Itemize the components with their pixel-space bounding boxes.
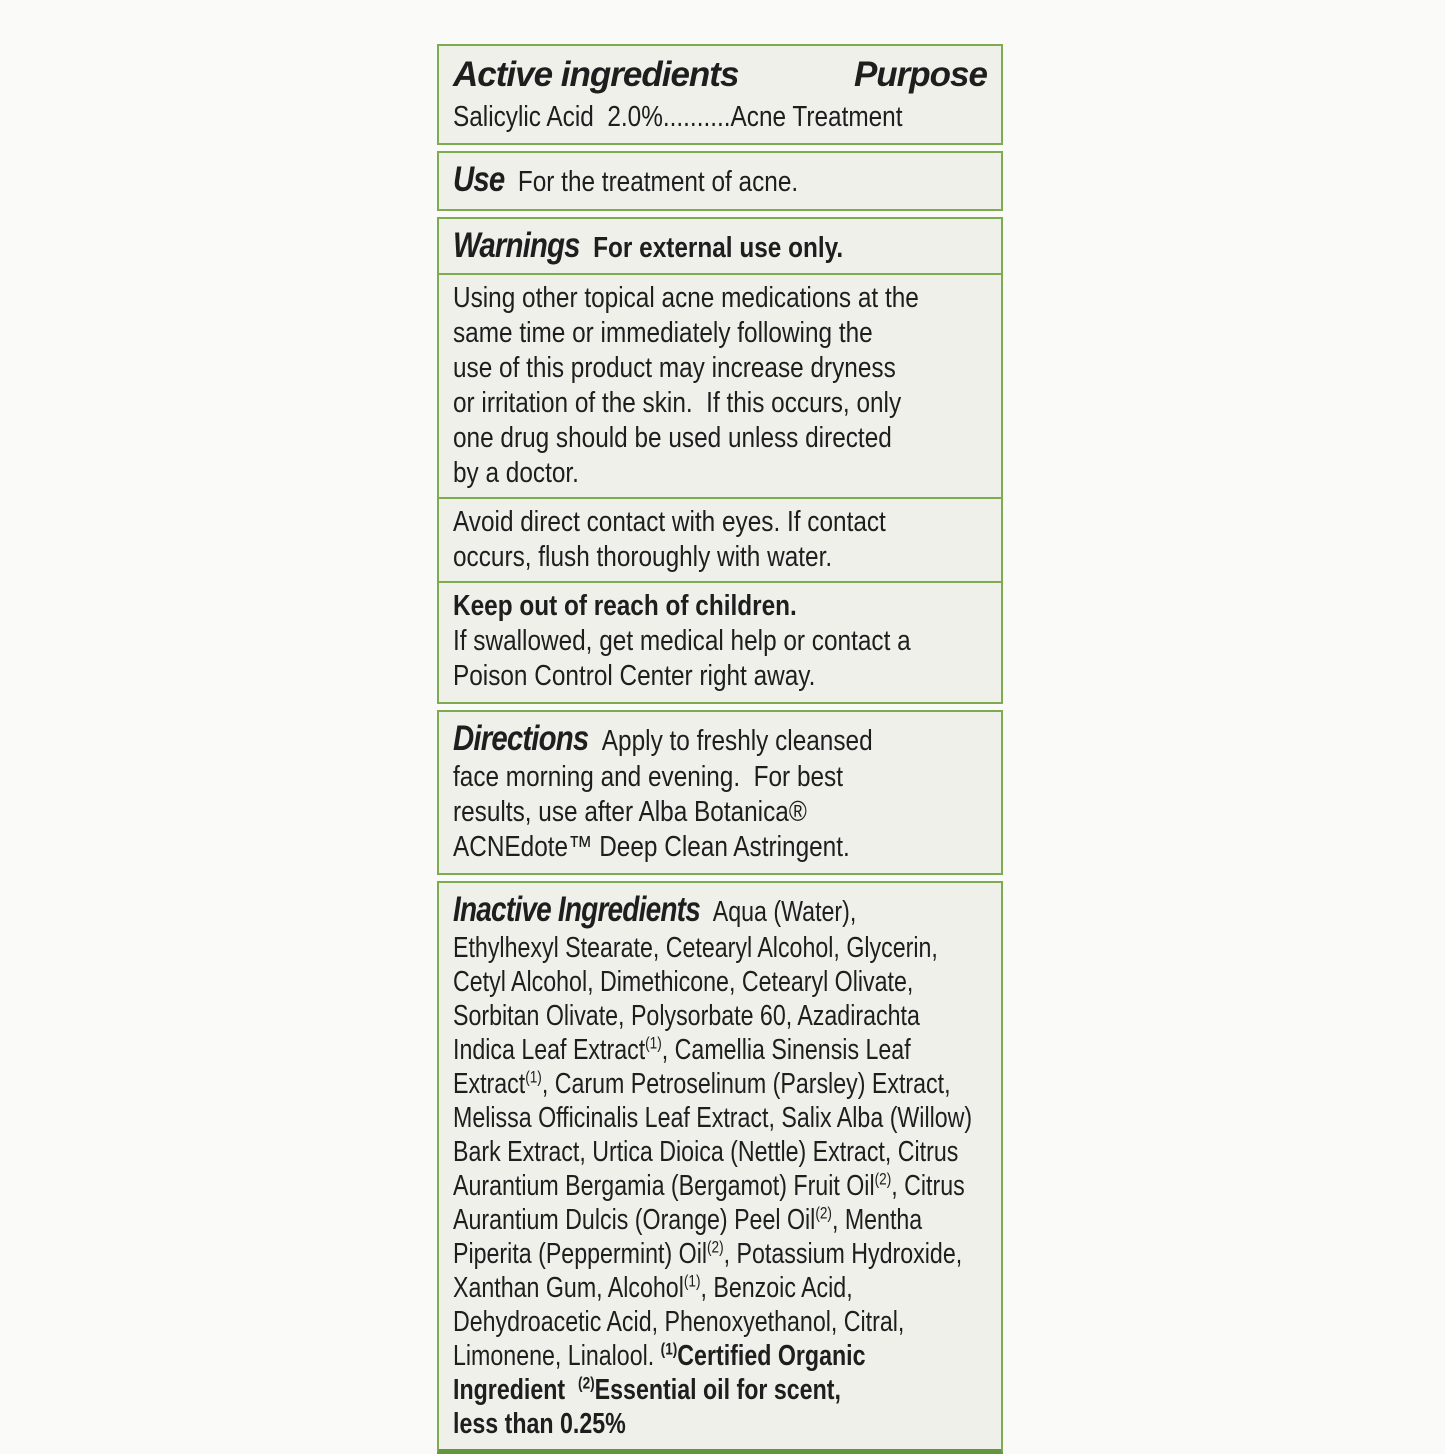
text-line: Aurantium Dulcis (Orange) Peel Oil$^{(2)}$, Mentha xyxy=(453,1203,923,1236)
text-line: Directions Apply to freshly cleansed xyxy=(453,719,873,758)
divider xyxy=(439,497,1001,499)
text-line: Salicylic Acid 2.0%..........Acne Treatment xyxy=(453,101,903,133)
text-line: use of this product may increase dryness xyxy=(453,352,896,384)
text-line: Dehydroacetic Acid, Phenoxyethanol, Citral, xyxy=(453,1306,905,1338)
text-line: Melissa Officinalis Leaf Extract, Salix Alba (Willow) xyxy=(453,1102,973,1134)
text-line: or irritation of the skin. If this occurs, only xyxy=(453,387,902,419)
text-line: Poison Control Center right away. xyxy=(453,660,816,692)
directions-text xyxy=(453,718,987,865)
text-line: Keep out of reach of children. xyxy=(453,590,797,622)
text-line: occurs, flush thoroughly with water. xyxy=(453,541,833,573)
text-line: results, use after Alba Botanica® xyxy=(453,796,807,828)
use-text xyxy=(453,159,987,201)
text-line: Ingredient $^{(2)}$Essential oil for scent, xyxy=(453,1373,841,1406)
text-line: If swallowed, get medical help or contact a xyxy=(453,625,911,657)
section-warnings xyxy=(437,217,1003,704)
warnings-paragraph-children xyxy=(453,589,987,694)
active-ingredient-row xyxy=(453,100,987,135)
text-line: Use For the treatment of acne. xyxy=(453,160,799,199)
text-line: Extract$^{(1)}$, Carum Petroselinum (Parsley) Extract, xyxy=(453,1067,951,1100)
text-line: Bark Extract, Urtica Dioica (Nettle) Extract, Citrus xyxy=(453,1136,959,1168)
text-line: face morning and evening. For best xyxy=(453,761,843,793)
warnings-paragraph-medications xyxy=(453,281,987,491)
text-line: less than 0.25% xyxy=(453,1408,626,1440)
purpose-title: Purpose xyxy=(853,55,987,94)
text-line: Warnings For external use only. xyxy=(453,226,844,265)
text-line: Piperita (Peppermint) Oil$^{(2)}$, Potassium Hydroxide, xyxy=(453,1237,963,1270)
inactive-ingredients-text xyxy=(453,889,987,1441)
section-active-ingredients xyxy=(437,44,1003,145)
text-line: Indica Leaf Extract$^{(1)}$, Camellia Sinensis Leaf xyxy=(453,1033,911,1066)
section-use xyxy=(437,151,1003,211)
text-line: Avoid direct contact with eyes. If contact xyxy=(453,506,886,538)
active-ingredients-title: Active ingredients xyxy=(453,55,739,94)
divider xyxy=(439,273,1001,275)
text-line: one drug should be used unless directed xyxy=(453,422,892,454)
warnings-paragraph-eyes xyxy=(453,505,987,575)
text-line: by a doctor. xyxy=(453,457,579,489)
text-line: Cetyl Alcohol, Dimethicone, Cetearyl Olivate, xyxy=(453,966,914,998)
text-line: Sorbitan Olivate, Polysorbate 60, Azadirachta xyxy=(453,1000,920,1032)
section-inactive-ingredients xyxy=(437,881,1003,1454)
text-line: Aurantium Bergamia (Bergamot) Fruit Oil$^{(2)}$, Citrus xyxy=(453,1169,965,1202)
active-ingredients-header-row xyxy=(453,54,987,96)
drug-facts-label xyxy=(437,44,1003,1454)
text-line: ACNEdote™ Deep Clean Astringent. xyxy=(453,831,850,863)
section-directions xyxy=(437,710,1003,875)
text-line: same time or immediately following the xyxy=(453,317,873,349)
warnings-header xyxy=(453,225,987,267)
text-line: Using other topical acne medications at the xyxy=(453,282,919,314)
divider xyxy=(439,581,1001,583)
text-line: Xanthan Gum, Alcohol$^{(1)}$, Benzoic Acid, xyxy=(453,1271,853,1304)
text-line: Inactive Ingredients Aqua (Water), xyxy=(453,890,857,929)
text-line: Limonene, Linalool. $^{(1)}$Certified Organic xyxy=(453,1339,866,1372)
text-line: Ethylhexyl Stearate, Cetearyl Alcohol, Glycerin, xyxy=(453,932,938,964)
